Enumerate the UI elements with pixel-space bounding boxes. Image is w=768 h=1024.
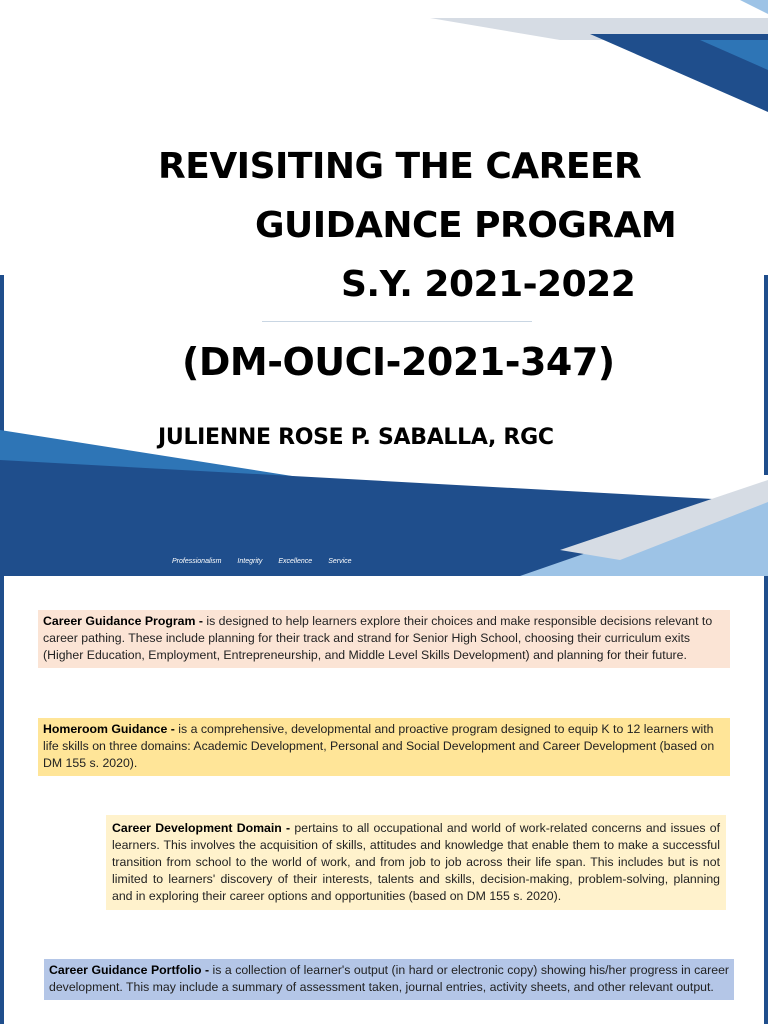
core-values-footer — [172, 558, 352, 565]
definition-text: is a comprehensive, developmental and proactive program designed to equip K to 12 learners with life skills on three domains: Academic Development, Personal and Social Development and Career Development (based on DM 155 s. 2020). — [43, 722, 715, 770]
top-decoration — [0, 0, 768, 140]
definitions-slide — [0, 576, 768, 1024]
author-name: JULIENNE ROSE P. SABALLA, RGC — [158, 425, 554, 450]
title-line-1: REVISITING THE CAREER — [158, 146, 642, 187]
core-value: Integrity — [237, 558, 263, 565]
definition-career-development-domain — [106, 815, 726, 910]
title-line-3: S.Y. 2021-2022 — [341, 264, 636, 305]
definition-term: Career Development Domain - — [112, 821, 291, 835]
definition-text: pertains to all occupational and world of work-related concerns and issues of learners. This involves the acquisition of skills, attitudes and knowledge that enable them to make a successful transition from school to the world of work, and from job to job across their life span. This includes but is not limited to learners' discovery of their interests, talents and skills, decision-making, problem-solving, planning and in exploring their career options and opportunities (based on DM 155 s. 2020). — [112, 821, 720, 903]
bottom-decoration — [0, 410, 768, 576]
definition-text: is a collection of learner's output (in hard or electronic copy) showing his/her progress in career development. This may include a summary of assessment taken, journal entries, activity sheets, and other relevant output. — [49, 963, 730, 994]
memo-code: (DM-OUCI-2021-347) — [182, 340, 615, 384]
core-value: Service — [328, 558, 352, 565]
title-line-2: GUIDANCE PROGRAM — [255, 205, 677, 246]
title-divider — [262, 321, 532, 322]
definition-term: Career Guidance Portfolio - — [49, 963, 210, 977]
definition-term: Career Guidance Program - — [43, 614, 203, 628]
definition-career-guidance-portfolio — [44, 959, 734, 1000]
left-edge-bar — [0, 576, 4, 1024]
core-value: Excellence — [278, 558, 313, 565]
definition-homeroom-guidance — [38, 718, 730, 776]
definition-text: is designed to help learners explore their choices and make responsible decisions relevant to career pathing. These include planning for their track and strand for Senior High School, choosing their curriculum exits (Higher Education, Employment, Entrepreneurship, and Middle Level Skills Development) and planning for their future. — [43, 614, 713, 662]
definition-career-guidance-program — [38, 610, 730, 668]
definition-term: Homeroom Guidance - — [43, 722, 175, 736]
core-value: Professionalism — [172, 558, 222, 565]
right-edge-bar — [764, 576, 768, 1024]
